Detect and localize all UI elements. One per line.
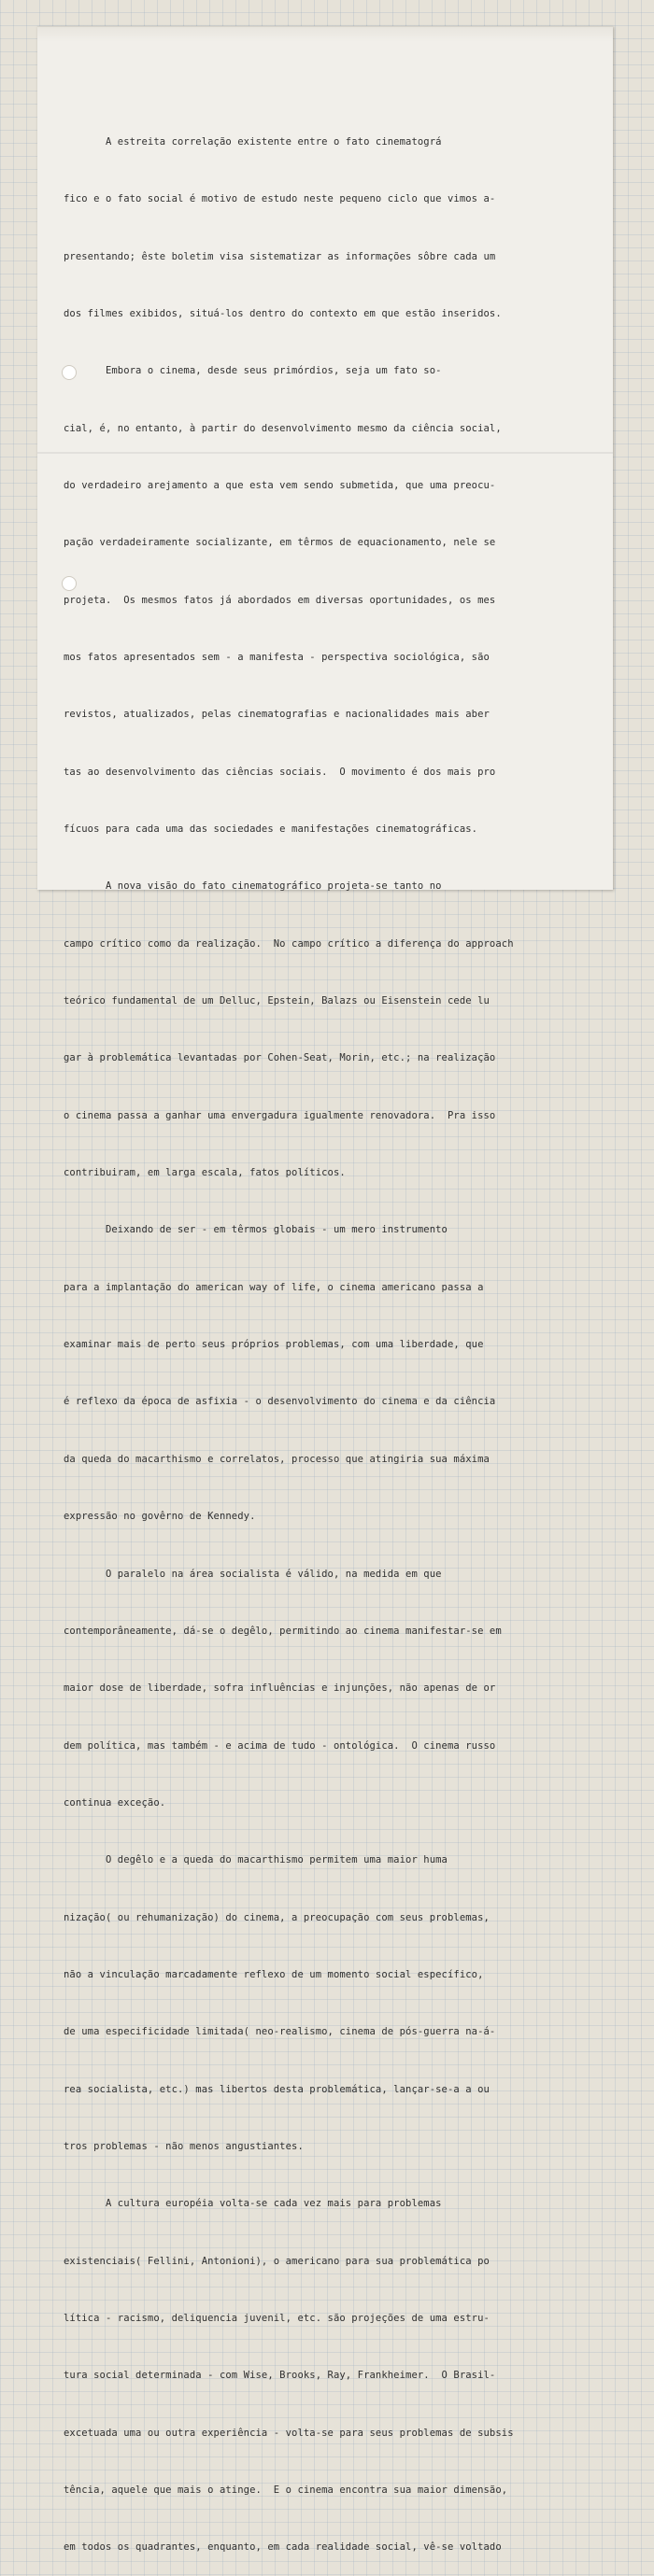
text-line: de uma especificidade limitada( neo-realismo, cinema de pós-guerra na-á- (64, 2026, 496, 2038)
text-line: existenciais( Fellini, Antonioni), o americano para sua problemática po (64, 2255, 490, 2267)
text-line: teórico fundamental de um Delluc, Epstein, Balazs ou Eisenstein cede lu (64, 995, 490, 1007)
text-line: da queda do macarthismo e correlatos, processo que atingiria sua máxima (64, 1453, 490, 1465)
text-line: rea socialista, etc.) mas libertos desta problemática, lançar-se-a a ou (64, 2083, 490, 2095)
text-line: tros problemas - não menos angustiantes. (64, 2140, 304, 2152)
typewritten-text (64, 94, 573, 2576)
text-line: A cultura européia volta-se cada vez mais para problemas (64, 2198, 442, 2210)
text-line: é reflexo da época de asfixia - o desenvolvimento do cinema e da ciência (64, 1396, 496, 1408)
text-line: examinar mais de perto seus próprios problemas, com uma liberdade, que (64, 1339, 484, 1351)
text-line: expressão no govêrno de Kennedy. (64, 1511, 256, 1523)
text-line: do verdadeiro arejamento a que esta vem sendo submetida, que uma preocu- (64, 479, 496, 491)
text-line: mos fatos apresentados sem - a manifesta - perspectiva sociológica, são (64, 652, 490, 663)
text-line: para a implantação do american way of life, o cinema americano passa a (64, 1281, 484, 1293)
text-line: contribuiram, em larga escala, fatos políticos. (64, 1167, 346, 1179)
text-line: contemporâneamente, dá-se o degêlo, permitindo ao cinema manifestar-se em (64, 1625, 502, 1637)
text-line: não a vinculação marcadamente reflexo de um momento social específico, (64, 1968, 484, 1980)
text-line: presentando; êste boletim visa sistematizar as informações sôbre cada um (64, 250, 496, 262)
text-line: tura social determinada - com Wise, Brooks, Ray, Frankheimer. O Brasil- (64, 2370, 496, 2382)
text-line: O paralelo na área socialista é válido, na medida em que (64, 1568, 442, 1580)
page-top-fold (37, 27, 613, 42)
text-line: pação verdadeiramente socializante, em têrmos de equacionamento, nele se (64, 537, 496, 549)
text-line: Embora o cinema, desde seus primórdios, seja um fato so- (64, 365, 442, 377)
text-line: fícuos para cada uma das sociedades e manifestações cinematográficas. (64, 823, 478, 836)
text-line: A estreita correlação existente entre o fato cinematográ (64, 135, 442, 148)
text-line: lítica - racismo, deliquencia juvenil, etc. são projeções de uma estru- (64, 2312, 490, 2324)
text-line: excetuada uma ou outra experiência - volta-se para seus problemas de subsis (64, 2427, 514, 2439)
text-line: campo crítico como da realização. No campo crítico a diferença do approach (64, 937, 514, 950)
text-line: O degêlo e a queda do macarthismo permitem uma maior huma (64, 1854, 448, 1866)
text-line: tas ao desenvolvimento das ciências sociais. O movimento é dos mais pro (64, 766, 496, 778)
text-line: tência, aquele que mais o atinge. E o cinema encontra sua maior dimensão, (64, 2485, 508, 2496)
text-line: em todos os quadrantes, enquanto, em cada realidade social, vê-se voltado (64, 2541, 502, 2554)
text-line: dos filmes exibidos, situá-los dentro do contexto em que estão inseridos. (64, 307, 502, 319)
text-line: projeta. Os mesmos fatos já abordados em diversas oportunidades, os mes (64, 594, 496, 606)
text-line: dem política, mas também - e acima de tudo - ontológica. O cinema russo (64, 1739, 496, 1752)
text-line: o cinema passa a ganhar uma envergadura igualmente renovadora. Pra isso (64, 1109, 496, 1121)
text-line: nização( ou rehumanização) do cinema, a preocupação com seus problemas, (64, 1911, 490, 1923)
text-line: fico e o fato social é motivo de estudo neste pequeno ciclo que vimos a- (64, 193, 496, 205)
text-line: revistos, atualizados, pelas cinematografias e nacionalidades mais aber (64, 709, 490, 721)
text-line: maior dose de liberdade, sofra influências e injunções, não apenas de or (64, 1682, 496, 1695)
text-line: continua exceção. (64, 1796, 166, 1809)
text-line: gar à problemática levantadas por Cohen-Seat, Morin, etc.; na realização (64, 1052, 496, 1064)
text-line: Deixando de ser - em têrmos globais - um mero instrumento (64, 1224, 448, 1236)
text-line: cial, é, no entanto, à partir do desenvolvimento mesmo da ciência social, (64, 422, 502, 434)
text-line: A nova visão do fato cinematográfico projeta-se tanto no (64, 880, 442, 893)
